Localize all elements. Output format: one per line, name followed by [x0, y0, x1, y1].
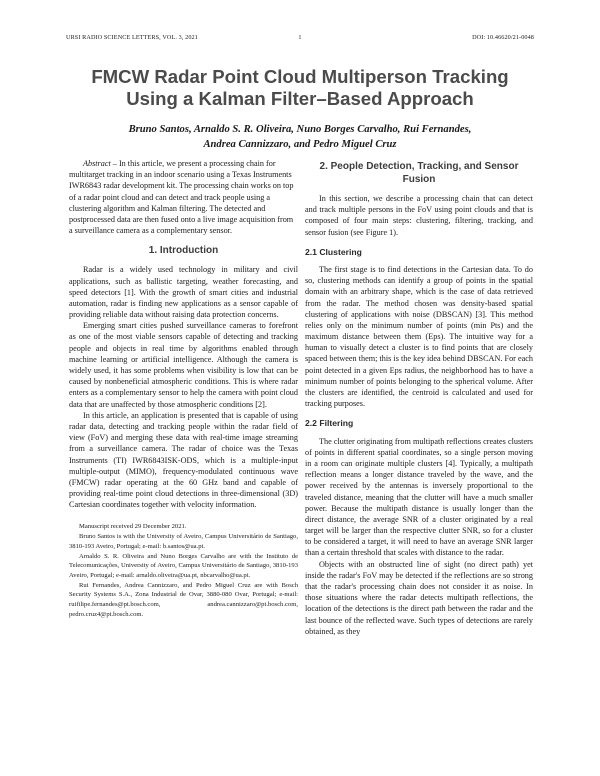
- abstract-label: Abstract: [83, 159, 111, 168]
- authors-line-1: Bruno Santos, Arnaldo S. R. Oliveira, Nuno Borges Carvalho, Rui Fernandes,: [128, 124, 472, 135]
- paper-title: [40, 66, 560, 110]
- affiliation-note-3: Rui Fernandes, Andrea Cannizzaro, and Pedro Miguel Cruz are with Bosch Security Systems S.A., Zona Industrial de Ovar, 3880-080 Ovar, Portugal; e-mail: ruifilipe.fernandes@pt.bosch.com, andrea.cannizzaro@pt.bosch.com, pedro.cruz4@pt.bosch.com.: [69, 581, 298, 618]
- abstract-text: – In this article, we present a processing chain for multitarget tracking in an indoor scenario using a Texas Instruments IWR6843 radar development kit. The processing chain works on top of a radar point cloud and can detect and track people using a clustering algorithm and Kalman filtering. The detected and postprocessed data are then fused onto a live image acquisition from a surveillance camera as a complementary sensor.: [69, 159, 294, 236]
- abstract: [69, 158, 298, 236]
- running-header: [66, 34, 534, 44]
- intro-paragraph-2: Emerging smart cities pushed surveillance cameras to forefront as one of the most viable sensors capable of detecting and tracking people and objects in real time by algorithms enabled through machine learning or artificial intelligence. Although the camera is widely used, it has some problems when visibility is low that can be caused by nonbeneficial atmospheric conditions. This is where radar enters as a complementary sensor to help the camera with point cloud data that are unaffected by those atmospheric conditions [2].: [69, 321, 298, 409]
- author-list: [40, 122, 560, 152]
- title-line-1: FMCW Radar Point Cloud Multiperson Tracking: [91, 66, 509, 87]
- affiliation-note-1: Bruno Santos is with the University of Aveiro, Campus Universitário de Santiago, 3810-193 Aveiro, Portugal; e-mail: b.santos@ua.pt.: [69, 533, 298, 550]
- subsection-heading-clustering: 2.1 Clustering: [305, 246, 362, 257]
- affiliation-note-2: Arnaldo S. R. Oliveira and Nuno Borges Carvalho are with the Instituto de Telecomunicações, University of Aveiro, Campus Universitário de Santiago, 3810-193 Aveiro, Portugal; e-mail: arnaldo.oliveira@ua.pt, nbcarvalho@ua.pt.: [69, 552, 298, 579]
- intro-paragraph-3: In this article, an application is presented that is capable of using radar data, detecting and tracking people within the radar field of view (FoV) and merging these data with real-time image streaming from a surveillance camera. The radar of choice was the Texas Instruments (TI) IWR6843ISK-ODS, which is a multiple-input multiple-output (MIMO), frequency-modulated continuous wave (FMCW) radar operating at the 60 GHz band and capable of providing real-time point cloud detections in three-dimensional (3D) Cartesian coordinates together with velocity information.: [69, 410, 298, 510]
- authors-line-2: Andrea Cannizzaro, and Pedro Miguel Cruz: [203, 139, 397, 150]
- subsection-heading-filtering: 2.2 Filtering: [305, 418, 354, 429]
- journal-name: URSI RADIO SCIENCE LETTERS, VOL. 3, 2021: [66, 34, 198, 41]
- left-column: [69, 158, 298, 619]
- filtering-paragraph-2: Objects with an obstructed line of sight (no direct path) yet inside the radar's FoV may be detected if the reflections are so strong that the radar's processing chain does not consider it as noise. In those situations where the radar detects multipath reflections, the location of the detections is the direct path between the radar and the last bounce of the reflected wave. Such types of detections are rarely obtained, as they: [305, 559, 533, 636]
- filtering-paragraph-1: The clutter originating from multipath reflections creates clusters of points in different spatial coordinates, so a single person moving in a room can originate multiple clusters [4]. Typically, a multipath reflection means a longer distance traveled by the wave, and the power received by the antennas is inversely proportional to the traveled distance, meaning that the clutter will have a much smaller power. Because the multipath distance is usually longer than the direct distance, the average SNR of a cluster originated by a real target will be larger than the respective clutter SNR, so for a cluster to be considered a target, it will need to have an average SNR larger than a certain threshold that scales with distance to the radar.: [305, 436, 533, 558]
- intro-paragraph-1: Radar is a widely used technology in military and civil applications, such as ballistic targeting, weather forecasting, and speed detectors [1]. With the growth of smart cities and industrial automation, radar is finding new applications as a sensor capable of providing reliable data without raising data protection concerns.: [69, 265, 298, 320]
- section-heading-introduction: 1. Introduction: [148, 245, 219, 257]
- title-line-2: Using a Kalman Filter–Based Approach: [126, 88, 474, 109]
- section-heading-detection: 2. People Detection, Tracking, and Sensor Fusion: [319, 161, 519, 185]
- page-number: 1: [298, 34, 302, 41]
- manuscript-received: Manuscript received 29 December 2021.: [79, 523, 187, 531]
- clustering-paragraph-1: The first stage is to find detections in the Cartesian data. To do so, clustering methods can identify a group of points in the spatial domain with an arbitrary shape, which is the case of data retrieved from the radar. The method chosen was density-based spatial clustering of applications with noise (DBSCAN) [3]. This method relies only on the minimum number of points (min Pts) and the maximum distance between them (Eps). The intuitive way for a human to visually detect a cluster is to find points that are closely spaced between them; this is the key idea behind DBSCAN. For each point detected in a given Eps radius, the neighborhood has to have a minimum number of points belonging to the spherical volume. After the clusters are identified, the centroid is calculated and used for tracking purposes.: [305, 264, 533, 409]
- doi: DOI: 10.46620/21-0048: [472, 34, 534, 41]
- right-column: [305, 158, 533, 637]
- footnotes: [69, 522, 298, 619]
- detection-paragraph-1: In this section, we describe a processing chain that can detect and track multiple persons in the FoV using point clouds and that is composed of four main steps: clustering, filtering, tracking, and sensor fusion (see Figure 1).: [305, 194, 533, 237]
